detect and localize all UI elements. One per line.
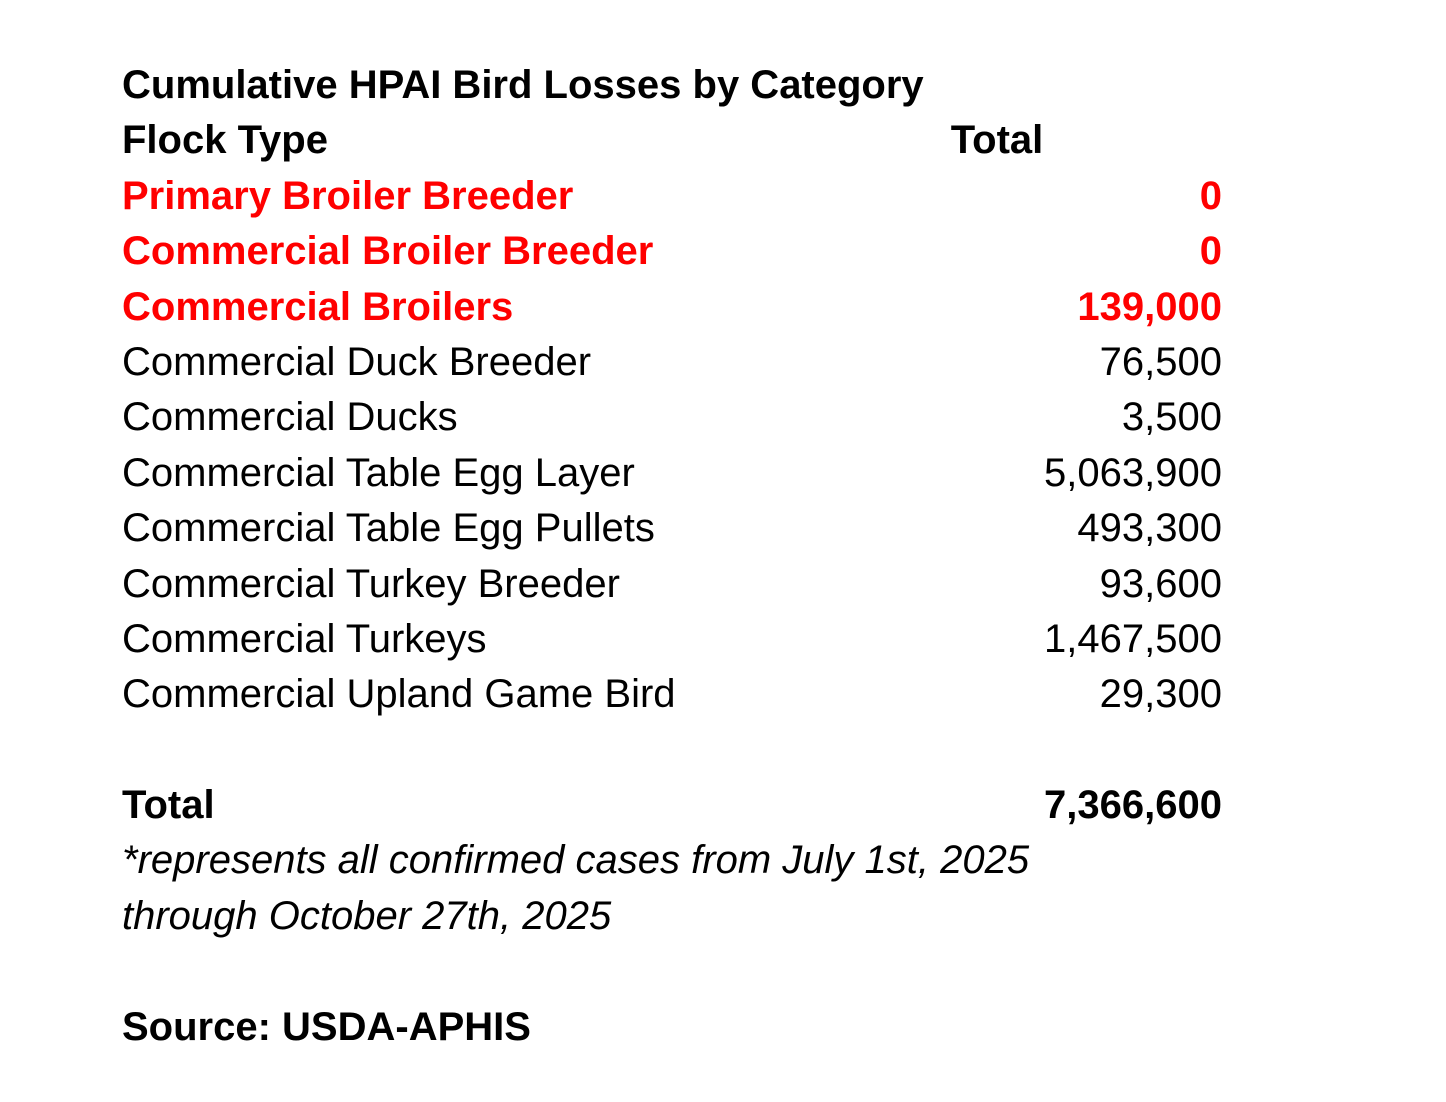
flock-type-cell: Commercial Broiler Breeder [122, 229, 654, 274]
total-row-label: Total [122, 783, 215, 828]
hpai-losses-table [122, 58, 1222, 1055]
total-value-cell: 5,063,900 [1044, 450, 1222, 495]
table-row [122, 667, 1222, 722]
total-value-cell: 139,000 [1077, 284, 1222, 329]
total-value-cell: 29,300 [1099, 672, 1222, 717]
total-value-cell: 76,500 [1099, 339, 1222, 384]
flock-type-cell: Commercial Ducks [122, 395, 458, 440]
source-row [122, 1000, 1222, 1055]
table-body [122, 169, 1222, 723]
table-row [122, 390, 1222, 445]
table-total-row [122, 778, 1222, 833]
table-row [122, 446, 1222, 501]
footnote-line-2 [122, 889, 1222, 944]
total-value-cell: 0 [1199, 173, 1222, 218]
total-value-cell: 1,467,500 [1044, 616, 1222, 661]
flock-type-cell: Commercial Broilers [122, 284, 514, 329]
total-value-cell: 3,500 [1121, 395, 1222, 440]
total-value-cell: 93,600 [1099, 561, 1222, 606]
table-row [122, 169, 1222, 224]
page-title: Cumulative HPAI Bird Losses by Category [122, 63, 924, 107]
total-value-cell: 0 [1199, 229, 1222, 274]
column-header-total: Total [950, 118, 1044, 163]
table-row [122, 612, 1222, 667]
table-row [122, 501, 1222, 556]
column-header-flock-type: Flock Type [122, 118, 328, 163]
table-row [122, 335, 1222, 390]
footnote-line-1 [122, 833, 1222, 888]
footnote-text-line-1: *represents all confirmed cases from July 1st, 2025 [122, 838, 1030, 883]
table-header-row [122, 113, 1222, 168]
flock-type-cell: Commercial Table Egg Layer [122, 450, 635, 495]
flock-type-cell: Primary Broiler Breeder [122, 173, 574, 218]
table-row [122, 280, 1222, 335]
footnote-text-line-2: through October 27th, 2025 [122, 893, 612, 938]
flock-type-cell: Commercial Turkeys [122, 616, 487, 661]
source-text: Source: USDA-APHIS [122, 1004, 531, 1049]
flock-type-cell: Commercial Turkey Breeder [122, 561, 620, 606]
flock-type-cell: Commercial Upland Game Bird [122, 672, 676, 717]
table-title-row [122, 58, 1222, 113]
total-value-cell: 493,300 [1077, 506, 1222, 551]
total-row-value: 7,366,600 [1044, 783, 1222, 828]
flock-type-cell: Commercial Duck Breeder [122, 339, 592, 384]
flock-type-cell: Commercial Table Egg Pullets [122, 506, 655, 551]
table-row [122, 224, 1222, 279]
table-row [122, 557, 1222, 612]
